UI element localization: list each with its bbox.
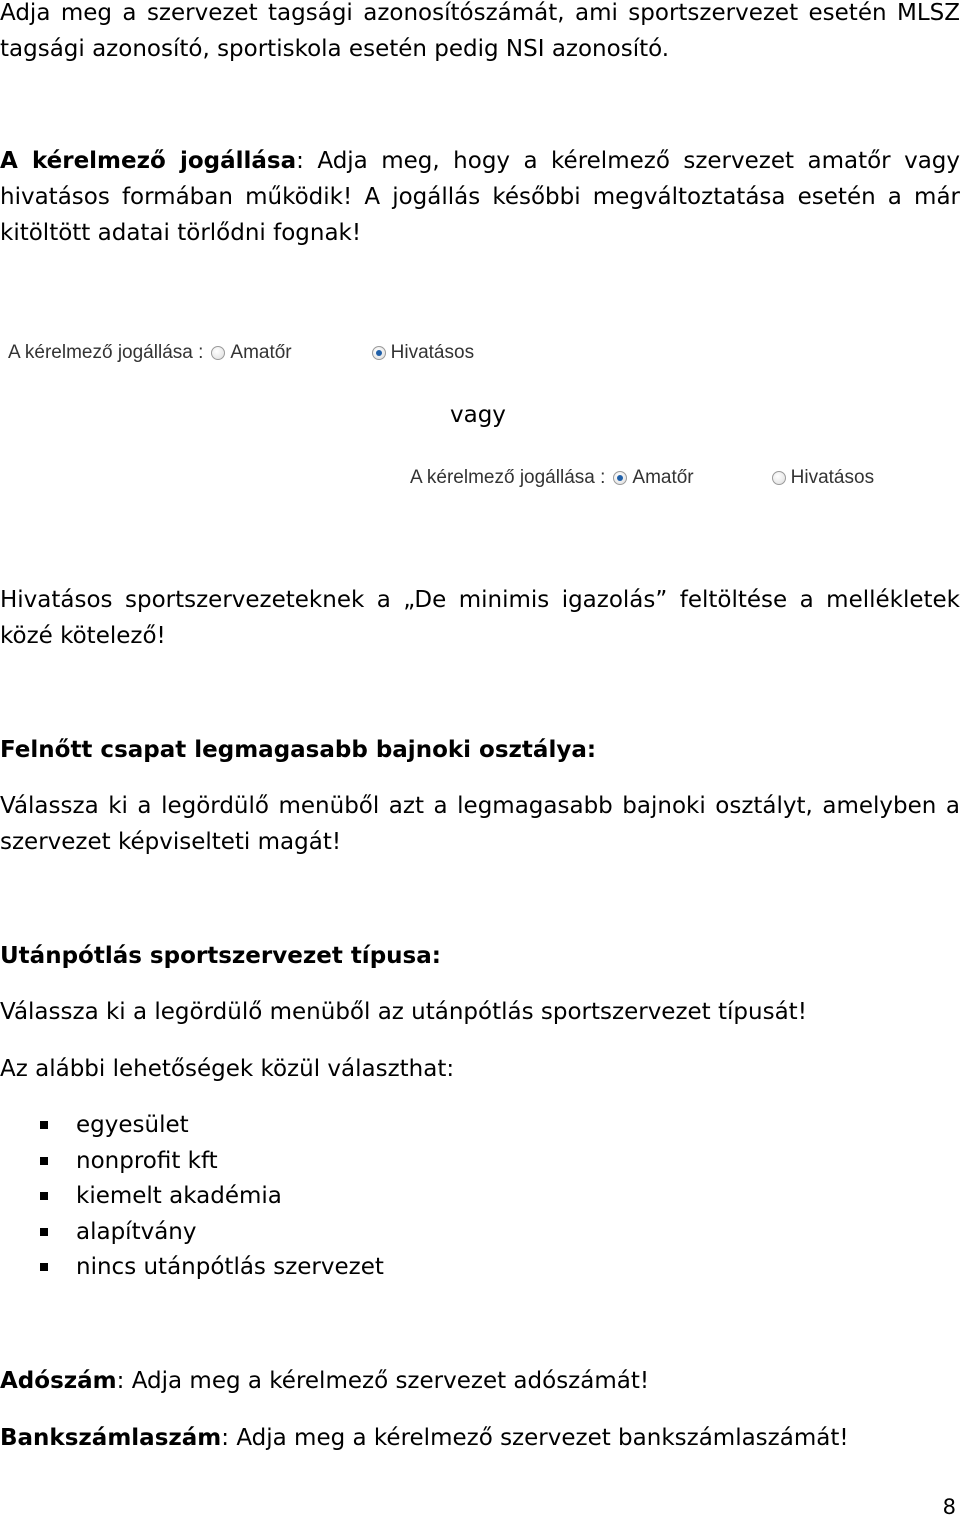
jogallas-paragraph	[0, 143, 960, 251]
radio-amator-label: Amatőr	[230, 342, 292, 363]
adoszam-paragraph	[0, 1363, 960, 1399]
de-minimis-paragraph	[0, 582, 960, 654]
radio-hivatasos-label: Hivatásos	[790, 467, 875, 488]
list-item: kiemelt akadémia	[0, 1179, 960, 1215]
felnott-paragraph	[0, 788, 960, 860]
options-list	[0, 1108, 960, 1286]
list-item: alapítvány	[0, 1215, 960, 1251]
list-item: egyesület	[0, 1108, 960, 1144]
intro-text: Adja meg a szervezet tagsági azonosítószámát, ami sportszervezet esetén MLSZ tagsági azonosító, sportiskola esetén pedig NSI azonosító.	[0, 0, 960, 62]
de-minimis-text: Hivatásos sportszervezeteknek a „De minimis igazolás” feltöltése a mellékletek közé kötelező!	[0, 587, 960, 649]
bankszamla-paragraph	[0, 1420, 960, 1456]
radio-amator-selected	[613, 471, 627, 485]
page-number: 8	[942, 1495, 956, 1519]
bankszamla-text: : Adja meg a kérelmező szervezet bankszámlaszámát!	[221, 1425, 849, 1451]
intro-paragraph	[0, 0, 960, 67]
jogallas-term: A kérelmező jogállása	[0, 148, 297, 174]
radio-hivatasos-selected	[372, 346, 386, 360]
radio-hivatasos-label: Hivatásos	[390, 342, 475, 363]
utanpotlas-heading-text: Utánpótlás sportszervezet típusa:	[0, 943, 441, 969]
radio-amator	[211, 346, 225, 360]
bankszamla-term: Bankszámlaszám	[0, 1425, 222, 1451]
screenshot-hivatasos-selected	[8, 342, 474, 364]
radio-amator-label: Amatőr	[632, 467, 694, 488]
jogallas-label: A kérelmező jogállása :	[410, 467, 606, 488]
utanpotlas-paragraph	[0, 994, 960, 1030]
radio-hivatasos	[772, 471, 786, 485]
felnott-heading-text: Felnőtt csapat legmagasabb bajnoki osztálya:	[0, 737, 597, 763]
screenshot-amator-selected	[410, 467, 874, 489]
jogallas-label: A kérelmező jogállása :	[8, 342, 204, 363]
options-intro-text: Az alábbi lehetőségek közül választhat:	[0, 1056, 455, 1082]
felnott-text: Válassza ki a legördülő menüből azt a legmagasabb bajnoki osztályt, amelyben a szervezet képviselteti magát!	[0, 793, 960, 855]
adoszam-text: : Adja meg a kérelmező szervezet adószámát!	[116, 1368, 650, 1394]
utanpotlas-text: Válassza ki a legördülő menüből az utánpótlás sportszervezet típusát!	[0, 999, 807, 1025]
options-intro	[0, 1051, 960, 1087]
list-item: nincs utánpótlás szervezet	[0, 1250, 960, 1286]
list-item: nonprofit kft	[0, 1144, 960, 1180]
or-text: vagy	[450, 402, 506, 428]
utanpotlas-heading	[0, 938, 960, 974]
felnott-heading	[0, 732, 960, 768]
jogallas-text: : Adja meg, hogy a kérelmező szervezet amatőr vagy hivatásos formában működik! A jogállás későbbi megváltoztatása esetén a már kitöltött adatai törlődni fognak!	[0, 148, 960, 246]
adoszam-term: Adószám	[0, 1368, 117, 1394]
